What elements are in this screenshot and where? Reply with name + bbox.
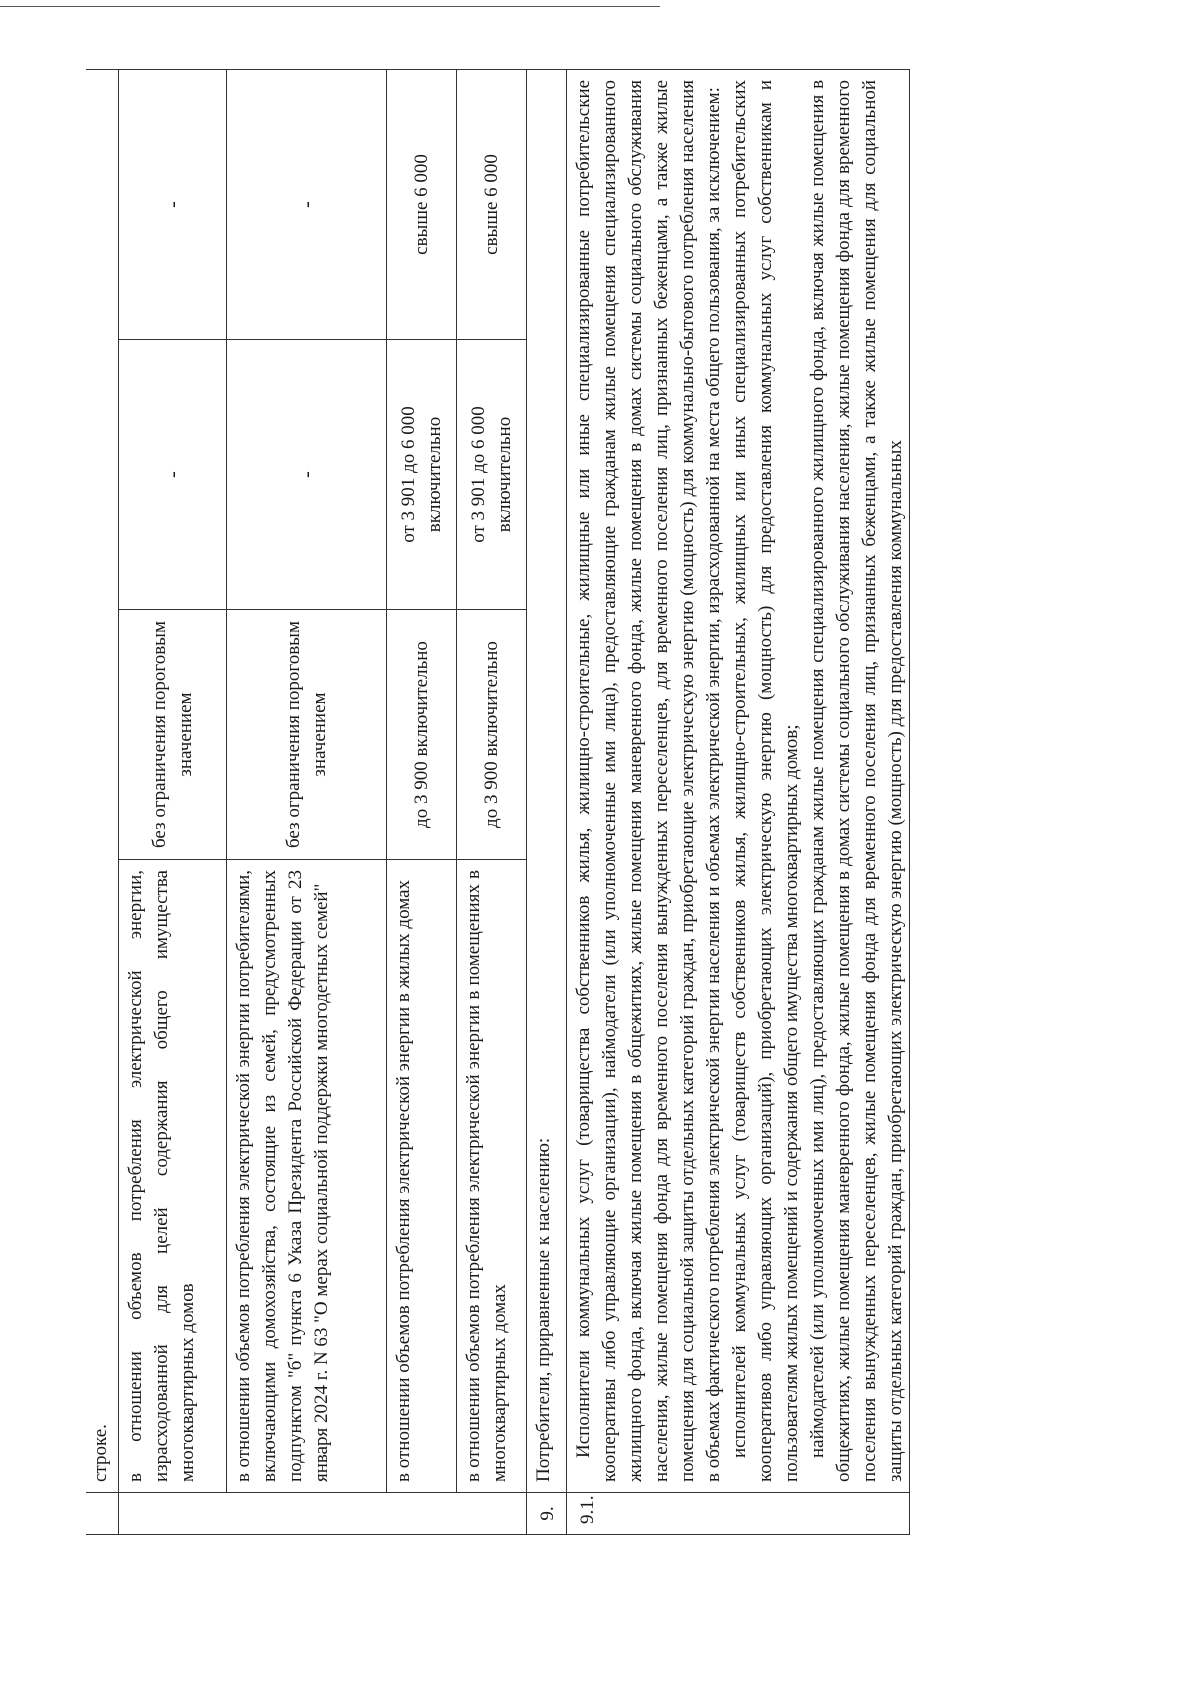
threshold-2: - — [119, 340, 227, 610]
rotated-page — [86, 70, 1131, 1535]
table-row — [119, 69, 227, 1534]
section-9-row — [527, 69, 567, 1534]
section-9-1-number: 9.1. — [567, 1493, 910, 1535]
threshold-3: - — [227, 69, 387, 339]
threshold-1: до 3 900 включительно — [387, 610, 457, 860]
table-row-continuation — [86, 69, 119, 1534]
tariff-table — [86, 69, 910, 1535]
paragraph-exception-1: исполнителей коммунальных услуг (товариществ собственников жилья, жилищно-строительных, жилищных или иных специализированных потребительских кооперативов либо управляющих организаций), приобретающих электрическую энергию (мощность) для предоставления коммунальных услуг собственникам и пользователям жилых помещений и содержания общего имущества многоквартирных домов; — [729, 79, 802, 1482]
table-row — [227, 69, 387, 1534]
row-description: в отношении объемов потребления электрической энергии потребителями, включающими домохозяйства, состоящие из семей, предусмотренных подпунктом "б" пункта 6 Указа Президента Российской Федерации от 23 января 2024 г. N 63 "О мерах социальной поддержки многодетных семей" — [227, 860, 387, 1493]
section-9-number: 9. — [527, 1493, 567, 1535]
row-description: в отношении объемов потребления электрической энергии, израсходованной для целей содержания общего имущества многоквартирных домов — [119, 860, 227, 1493]
threshold-2: от 3 901 до 6 000 включительно — [387, 340, 457, 610]
section-9-1-row — [567, 69, 910, 1534]
section-9-1-body — [567, 69, 910, 1492]
table-row — [387, 69, 457, 1534]
threshold-3: - — [119, 69, 227, 339]
table-row — [457, 69, 527, 1534]
threshold-2: - — [227, 340, 387, 610]
scan-top-line — [0, 6, 660, 7]
paragraph-exception-2: наймодателей (или уполномоченных ими лиц), предоставляющих гражданам жилые помещения специализированного жилищного фонда, включая жилые помещения в общежитиях, жилые помещения маневренного фонда, жилые помещения в домах системы социального обслуживания населения, жилые помещения фонда для временного поселения вынужденных переселенцев, жилые помещения фонда для временного поселения лиц, признанных беженцами, а также жилые помещения для социальной защиты отдельных категорий граждан, приобретающих электрическую энергию (мощность) для предоставления коммунальных — [807, 79, 906, 1482]
threshold-2: от 3 901 до 6 000 включительно — [457, 340, 527, 610]
threshold-3: свыше 6 000 — [457, 69, 527, 339]
num-cell — [119, 1493, 527, 1535]
row-description: в отношении объемов потребления электрической энергии в помещениях в многоквартирных домах — [457, 860, 527, 1493]
threshold-3: свыше 6 000 — [387, 69, 457, 339]
threshold-1: до 3 900 включительно — [457, 610, 527, 860]
paragraph-main: Исполнители коммунальных услуг (товарищества собственников жилья, жилищно-строительные, жилищные или иные специализированные потребительские кооперативы либо управляющие организации), наймодатели (или уполномоченные ими лица), предоставляющие гражданам жилые помещения специализированного жилищного фонда, включая жилые помещения в общежитиях, жилые помещения маневренного фонда, жилые помещения в домах системы социального обслуживания населения, жилые помещения фонда для временного поселения вынужденных переселенцев, для временного поселения лиц, признанных беженцами, а также жилые помещения для социальной защиты отдельных категорий граждан, приобретающие электрическую энергию (мощность) для коммунально-бытового потребления населения в объемах фактического потребления электрической энергии населения и объемах электрической энергии, израсходованной на места общего пользования, за исключением: — [573, 79, 724, 1482]
section-9-text: Потребители, приравненные к населению: — [527, 69, 567, 1492]
num-cell — [86, 1493, 119, 1535]
row-description: в отношении объемов потребления электрической энергии в жилых домах — [387, 860, 457, 1493]
continuation-text: строке. — [86, 69, 119, 1492]
threshold-1: без ограничения пороговым значением — [227, 610, 387, 860]
threshold-1: без ограничения пороговым значением — [119, 610, 227, 860]
